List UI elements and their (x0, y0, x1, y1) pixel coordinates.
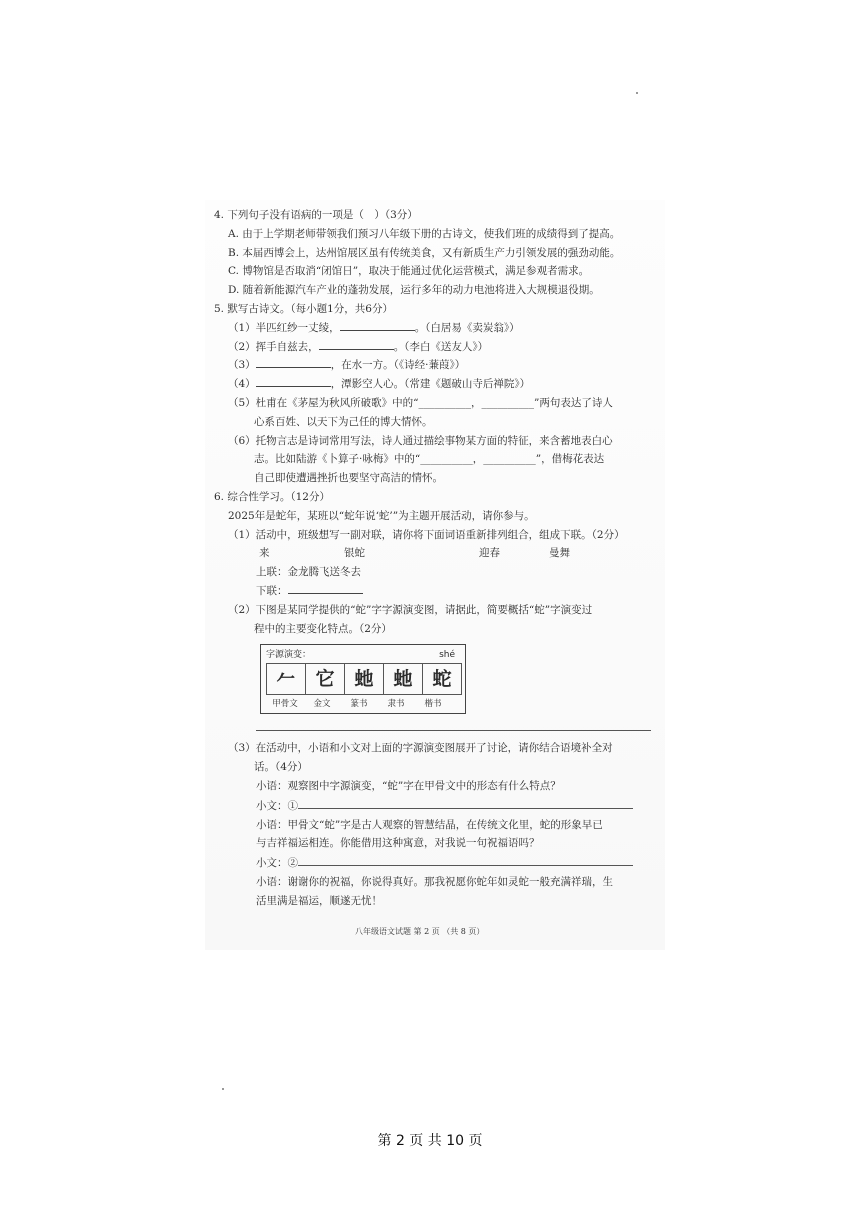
inner-page-footer: 八年级语文试题 第 2 页 （共 8 页） (355, 927, 485, 936)
page-footer: 第 2 页 共 10 页 (377, 1133, 483, 1149)
dialog-line: 活里满是福运，顺遂无忧！ (256, 894, 382, 907)
glyph-label: 金文 (313, 699, 331, 710)
dialog-line: 小语：甲骨文“蛇”字是古人观察的智慧结晶，在传统文化里，蛇的形象早已 (256, 818, 603, 831)
glyph-label: 甲骨文 (272, 699, 298, 710)
glyph-row (266, 663, 461, 695)
figure-pinyin: shé (439, 650, 455, 661)
dialog-answer-1: 小文：① (214, 796, 654, 816)
answer-line (256, 720, 651, 731)
glyph-label: 隶书 (387, 699, 405, 710)
dialog-line: 小语：观察图中字源演变，“蛇”字在甲骨文中的形态有什么特点？ (256, 779, 561, 792)
q6-sub1: （1）活动中，班级想写一副对联，请你将下面词语重新排列组合，组成下联。（2分） (228, 528, 625, 541)
glyph-oracle: 𠂉 (266, 663, 306, 695)
q6-intro: 2025年是蛇年，某班以“蛇年说‘蛇’”为主题开展活动，请你参与。 (228, 509, 535, 522)
exam-content (214, 206, 654, 911)
word-item: 曼舞 (549, 547, 570, 560)
q4-option-b: B. 本届西博会上，达州馆展区虽有传统美食，又有新质生产力引领发展的强劲动能。 (228, 246, 621, 259)
q6-stem: 6. 综合性学习。（12分） (214, 490, 330, 503)
q4-option-c: C. 博物馆是否取消“闭馆日”，取决于能通过优化运营模式，满足参观者需求。 (228, 265, 590, 278)
glyph-label: 篆书 (350, 699, 368, 710)
scan-speck (222, 1088, 224, 1090)
q4-option-d: D. 随着新能源汽车产业的蓬勃发展，运行多年的动力电池将进入大规模退役期。 (228, 284, 600, 297)
word-bank (214, 544, 654, 563)
glyph-bronze: 它 (305, 663, 345, 695)
q5-item-3: （3） ，在水一方。（《诗经·蒹葭》） (214, 356, 654, 375)
q5-item-6-line2: 志。比如陆游《卜算子·咏梅》中的“__________，__________”，借梅花表达 (254, 453, 605, 466)
q4-stem: 4. 下列句子没有语病的一项是（ ）（3分） (214, 209, 418, 221)
character-evolution-figure (260, 644, 466, 714)
scan-speck (636, 92, 638, 94)
q5-item-1: （1）半匹红纱一丈绫， 。（白居易《卖炭翁》） (214, 319, 654, 338)
q5-item-6-line1: （6）托物言志是诗词常用写法，诗人通过描绘事物某方面的特征，来含蓄地表白心 (228, 434, 613, 447)
dialog-line: 小语：谢谢你的祝福，你说得真好。那我祝愿你蛇年如灵蛇一般充满祥瑞，生 (256, 875, 613, 888)
word-item: 迎春 (479, 547, 500, 560)
q5-item-6-line3: 自己即使遭遇挫折也要坚守高洁的情怀。 (254, 472, 443, 485)
q4-option-a: A. 由于上学期老师带领我们预习八年级下册的古诗文，使我们班的成绩得到了提高。 (228, 227, 621, 240)
dialog-line: 与吉祥福运相连。你能借用这种寓意，对我说一句祝福语吗？ (256, 837, 540, 850)
couplet-upper: 上联：金龙腾飞送冬去 (256, 566, 361, 579)
q5-item-2: （2）挥手自兹去， 。（李白《送友人》） (214, 338, 654, 357)
q5-item-5-line1: （5）杜甫在《茅屋为秋风所破歌》中的“__________，__________”两句表达了诗人 (228, 396, 613, 409)
q5-stem: 5. 默写古诗文。（每小题1分，共6分） (214, 302, 393, 315)
q6-sub3-line1: （3）在活动中，小语和小文对上面的字源演变图展开了讨论，请你结合语境补全对 (228, 742, 613, 755)
glyph-labels (266, 695, 451, 714)
dialog-answer-2: 小文：② (214, 853, 654, 873)
q5-item-4: （4） ，潭影空人心。（常建《题破山寺后禅院》） (214, 375, 654, 394)
glyph-label: 楷书 (424, 699, 442, 710)
glyph-seal: 虵 (344, 663, 384, 695)
q6-sub2-line2: 程中的主要变化特点。（2分） (254, 622, 392, 635)
glyph-regular: 蛇 (422, 663, 462, 695)
q5-item-5-line2: 心系百姓、以天下为己任的博大情怀。 (254, 415, 433, 428)
couplet-lower: 下联： (214, 582, 654, 601)
q6-sub2-line1: （2）下图是某同学提供的“蛇”字字源演变图，请据此，简要概括“蛇”字演变过 (228, 603, 593, 616)
figure-title: 字源演变： (266, 650, 312, 661)
word-item: 来 (259, 547, 270, 560)
word-item: 银蛇 (344, 547, 365, 560)
glyph-clerical: 虵 (383, 663, 423, 695)
q6-sub3-line2: 话。（4分） (254, 761, 308, 774)
